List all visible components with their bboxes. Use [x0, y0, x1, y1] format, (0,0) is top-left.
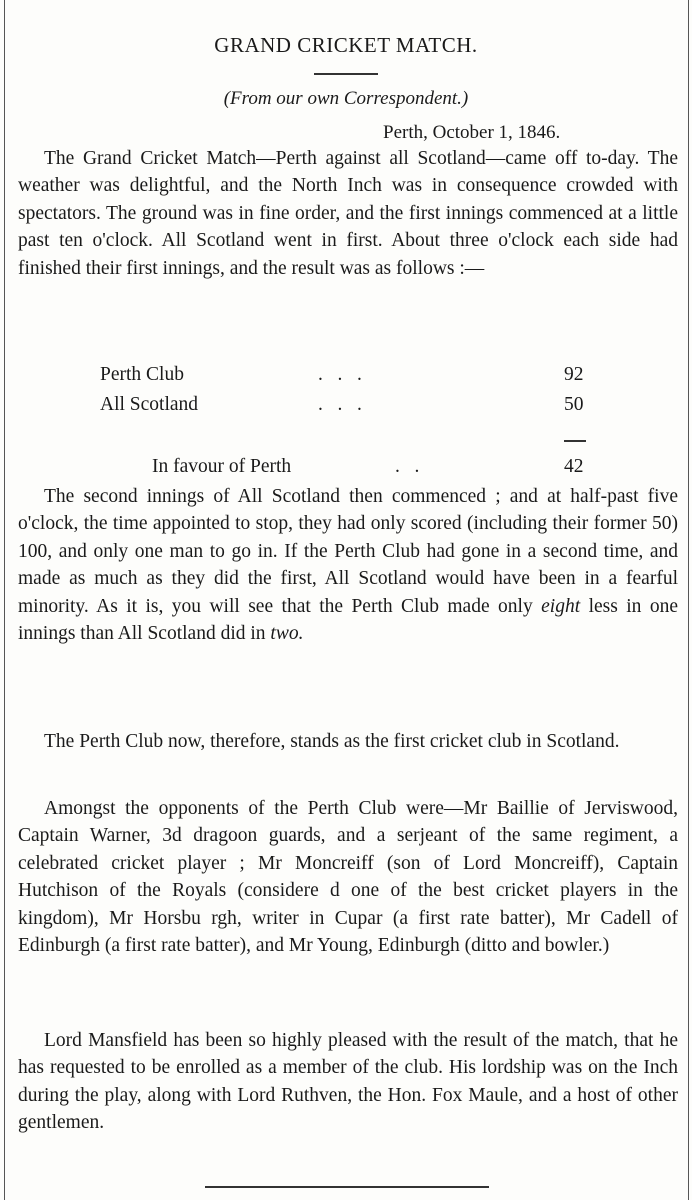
score-leader: . . .	[318, 364, 362, 385]
article-title: GRAND CRICKET MATCH.	[214, 33, 478, 57]
score-value: 92	[564, 364, 584, 385]
paragraph-3: The Perth Club now, therefore, stands as the first cricket club in Scotland.	[44, 731, 620, 752]
emphasis-eight: eight	[541, 595, 581, 617]
paragraph-2-part-b: less in one innings than All Scotland did in	[18, 595, 678, 645]
result-label: In favour of Perth	[152, 456, 292, 477]
paragraph-4-block	[18, 795, 678, 959]
paragraph-2-block	[18, 483, 678, 647]
column-rule-left	[4, 0, 5, 1200]
sum-rule	[564, 440, 586, 442]
article-subtitle: (From our own Correspondent.)	[223, 88, 469, 109]
column-rule-right	[688, 0, 689, 1200]
score-label: All Scotland	[100, 394, 199, 415]
result-row	[0, 456, 692, 484]
result-leader: . .	[395, 456, 420, 477]
paragraph-2-part-a: The second innings of All Scotland then commenced ; and at half-past five o'clock, the time appointed to stop, they had only scored (including their former 50) 100, and only one man to go in. If the Perth Club had gone in a second time, and made as much as they did the first, All Scotland would have been in a fearful minority. As it is, you will see that the Perth Club made only	[18, 486, 678, 617]
score-value: 50	[564, 394, 584, 415]
dateline: Perth, October 1, 1846.	[383, 122, 561, 143]
score-row	[0, 364, 692, 392]
result-value: 42	[564, 456, 584, 477]
title-divider	[314, 73, 378, 75]
paragraph-3-block	[18, 728, 678, 755]
paragraph-2	[18, 483, 678, 647]
paragraph-1: The Grand Cricket Match—Perth against all Scotland—came off to-day. The weather was delightful, and the North Inch was in consequence crowded with spectators. The ground was in fine order, and the first innings commenced at a little past ten o'clock. All Scotland went in first. About three o'clock each side had finished their first innings, and the result was as follows :—	[18, 148, 678, 279]
article-end-rule	[205, 1186, 489, 1188]
score-leader: . . .	[318, 394, 362, 415]
score-row	[0, 394, 692, 422]
score-label: Perth Club	[100, 364, 184, 385]
emphasis-two: two.	[270, 623, 304, 645]
paragraph-1-block	[18, 145, 678, 282]
paragraph-5-block	[18, 1027, 678, 1137]
paragraph-4: Amongst the opponents of the Perth Club were—Mr Baillie of Jerviswood, Captain Warner, 3d dragoon guards, and a serjeant of the same regiment, a celebrated cricket player ; Mr Moncreiff (son of Lord Moncreiff), Captain Hutchison of the Royals (considere d one of the best cricket players in the kingdom), Mr Horsbu rgh, writer in Cupar (a first rate batter), Mr Cadell of Edinburgh (a first rate batter), and Mr Young, Edinburgh (ditto and bowler.)	[18, 798, 678, 957]
paragraph-5: Lord Mansfield has been so highly pleased with the result of the match, that he has requested to be enrolled as a member of the club. His lordship was on the Inch during the play, along with Lord Ruthven, the Hon. Fox Maule, and a host of other gentlemen.	[18, 1030, 678, 1134]
